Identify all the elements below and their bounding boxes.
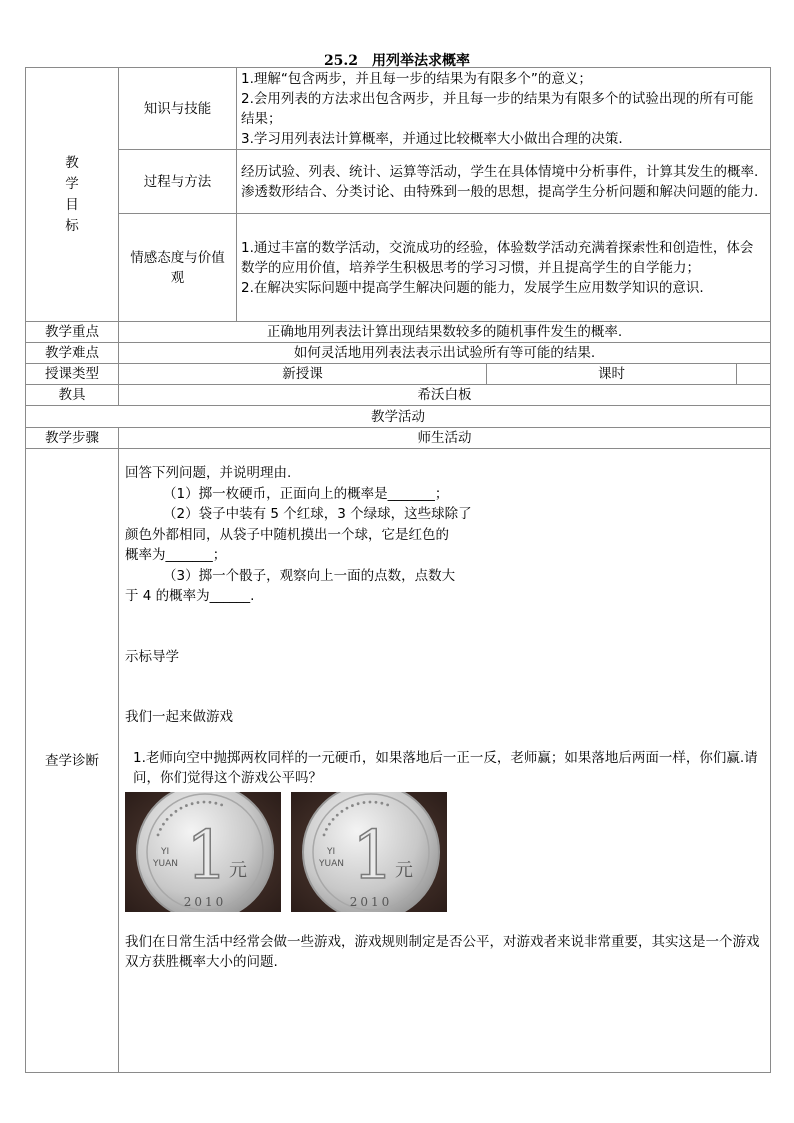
page-title: 25.2 用列举法求概率 (323, 53, 471, 69)
question-2-end: 概率为_______； (125, 547, 227, 563)
question-3: （3）掷一个骰子，观察向上一面的点数，点数大 (163, 567, 456, 584)
coin-image-left (125, 792, 281, 912)
key-point-label: 教学重点 (26, 322, 119, 343)
question-2-cont: 颜色外都相同，从袋子中随机摸出一个球，它是红色的 (125, 526, 449, 543)
svg-text:YI: YI (327, 846, 336, 857)
goal-content-knowledge: 1.理解“包含两步，并且每一步的结果为有限多个”的意义； 2.会用列表的方法求出包含两步，并且每一步的结果为有限多个的试验出现的所有可能结果； 3.学习用列表法计算概率，并通过比较概率大小做出合理的决策. (237, 68, 771, 150)
lesson-plan-table (25, 67, 771, 1073)
steps-value: 师生活动 (119, 428, 771, 449)
svg-text:YI: YI (161, 846, 170, 857)
svg-text:1: 1 (352, 816, 394, 894)
lesson-type-value: 新授课 (119, 364, 487, 385)
conclusion-text: 我们在日常生活中经常会做一些游戏，游戏规则制定是否公平，对游戏者来说非常重要，其实这是一个游戏双方获胜概率大小的问题. (125, 933, 760, 970)
question-3-end: 于 4 的概率为______. (125, 588, 255, 604)
tools-label: 教具 (26, 385, 119, 406)
goal-content-attitude: 1.通过丰富的数学活动，交流成功的经验，体验数学活动充满着探索性和创造性，体会数学的应用价值，培养学生积极思考的学习习惯，并且提高学生的自学能力； 2.在解决实际问题中提高学生解决问题的能力，发展学生应用数学知识的意识. (237, 214, 771, 322)
guide-heading: 示标导学 (125, 648, 179, 665)
question-1: （1）掷一枚硬币，正面向上的概率是_______； (163, 485, 449, 502)
tools-value: 希沃白板 (119, 385, 771, 406)
activity-header: 教学活动 (26, 406, 771, 428)
goal-name-process: 过程与方法 (119, 150, 237, 214)
svg-text:YUAN: YUAN (319, 858, 344, 869)
period-label: 课时 (487, 364, 737, 385)
diagnosis-label: 查学诊断 (26, 449, 119, 1073)
question-2: （2）袋子中装有 5 个红球，3 个绿球，这些球除了 (163, 506, 472, 522)
svg-text:1: 1 (186, 816, 228, 894)
svg-text:YUAN: YUAN (153, 858, 178, 869)
difficulty-label: 教学难点 (26, 343, 119, 364)
intro-text: 回答下列问题，并说明理由. (125, 465, 292, 481)
game-problem: 1.老师向空中抛掷两枚同样的一元硬币，如果落地后一正一反，老师赢；如果落地后两面一样，你们赢.请问，你们觉得这个游戏公平吗？ (133, 749, 758, 786)
goal-name-knowledge: 知识与技能 (119, 68, 237, 150)
game-heading: 我们一起来做游戏 (125, 709, 233, 725)
goals-label: 教 学 目 标 (26, 68, 119, 322)
period-value (737, 364, 771, 385)
coin-photos (125, 792, 760, 912)
svg-text:元: 元 (395, 859, 413, 881)
svg-text:2010: 2010 (183, 894, 227, 909)
goal-name-attitude: 情感态度与价值观 (119, 214, 237, 322)
diagnosis-content (119, 449, 771, 1073)
steps-label: 教学步骤 (26, 428, 119, 449)
difficulty-value: 如何灵活地用列表法表示出试验所有等可能的结果. (119, 343, 771, 364)
svg-text:元: 元 (229, 859, 247, 881)
goal-content-process: 经历试验、列表、统计、运算等活动，学生在具体情境中分析事件，计算其发生的概率.渗透数形结合、分类讨论、由特殊到一般的思想，提高学生分析问题和解决问题的能力. (237, 150, 771, 214)
coin-image-right (291, 792, 447, 912)
lesson-type-label: 授课类型 (26, 364, 119, 385)
svg-text:2010: 2010 (349, 894, 393, 909)
key-point-value: 正确地用列表法计算出现结果数较多的随机事件发生的概率. (119, 322, 771, 343)
